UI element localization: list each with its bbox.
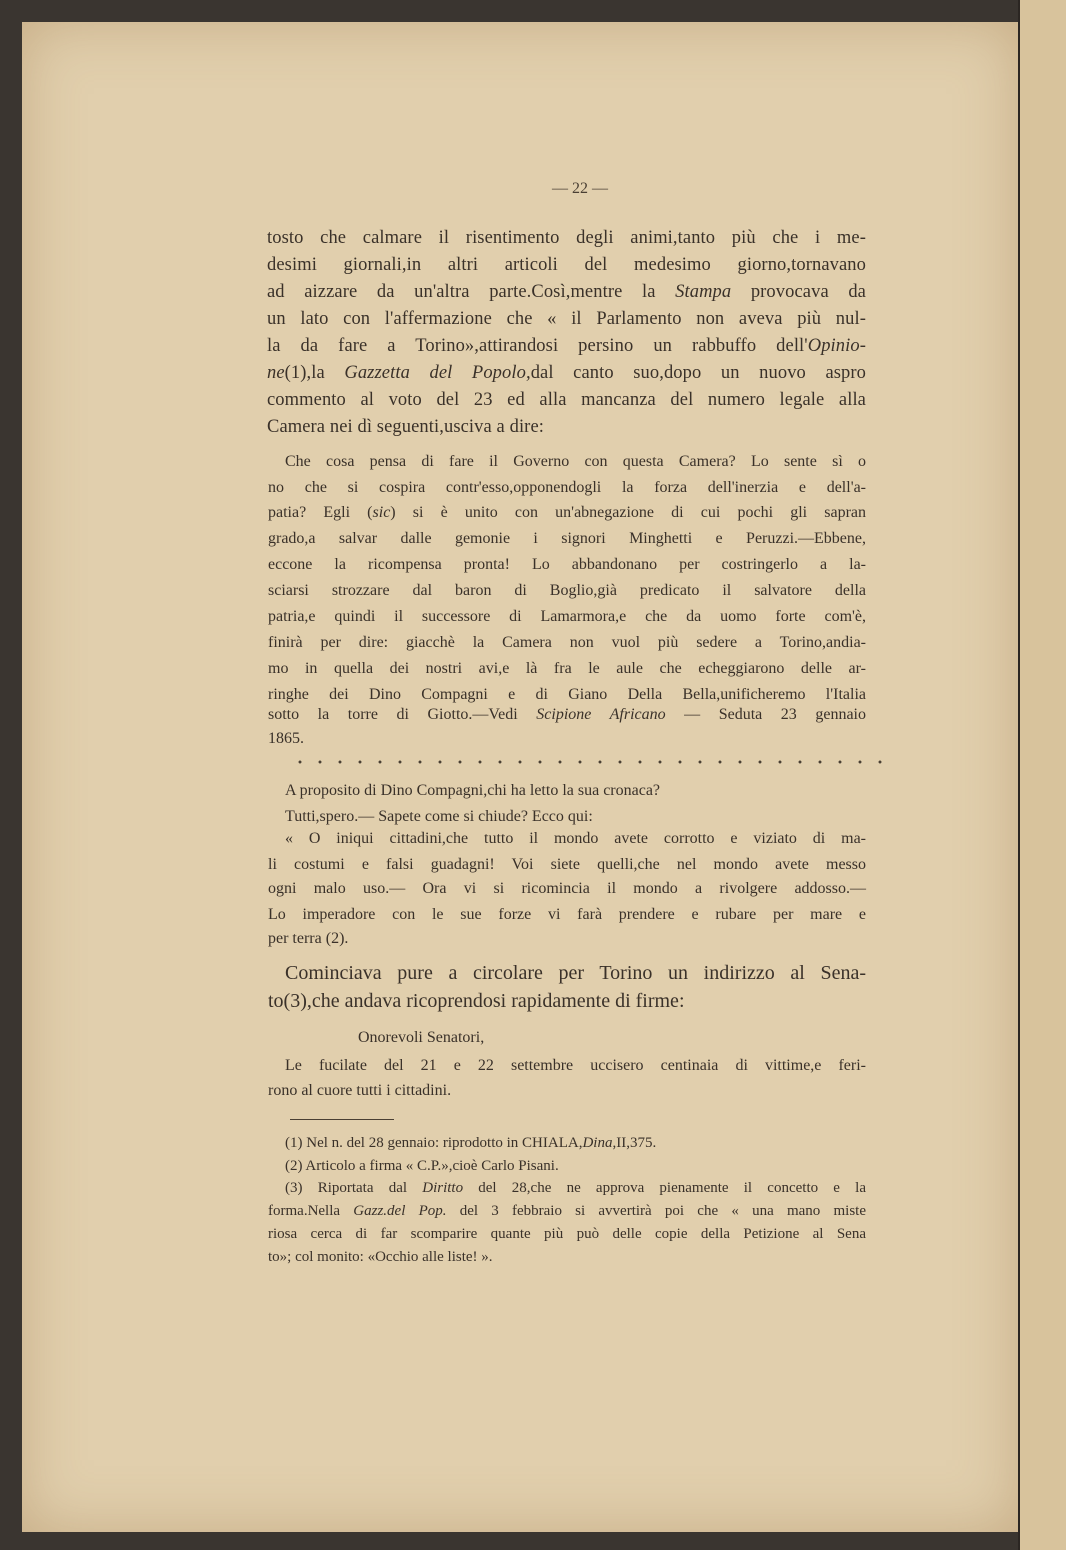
text-segment: li costumi e falsi guadagni! Voi siete quelli,che nel mondo avete messo [268,856,866,873]
text-segment: A proposito di Dino Compagni,chi ha letto la sua cronaca? [285,782,661,799]
adjacent-page-edge [1018,0,1066,1550]
quote-line [268,504,866,522]
footnote-line [285,1135,785,1152]
text-segment: ) si è unito con un'abnegazione di cui pochi gli sapran [390,504,867,521]
text-segment: Lo imperadore con le sue forze vi farà prendere e rubare per mare e [268,906,866,923]
text-segment: « O iniqui cittadini,che tutto il mondo avete corrotto e viziato di ma- [285,830,866,847]
text-segment: ringhe dei Dino Compagni e di Giano Della Bella,unificheremo l'Italia [268,686,866,703]
text-segment: forma.Nella [268,1203,354,1219]
quote-line [285,830,866,848]
text-segment: per terra (2). [268,930,349,947]
footnote-line [268,1226,866,1243]
text-segment: finirà per dire: giacchè la Camera non vuol più sedere a Torino,andia- [268,634,866,651]
quote-line [268,1082,866,1100]
text-segment: tosto che calmare il risentimento degli animi,tanto più che i me- [267,228,866,248]
main-paragraph-line [267,255,866,276]
main-paragraph-line [267,336,866,357]
text-segment: 1865. [268,730,304,747]
text-segment: sotto la torre di Giotto.—Vedi [268,706,537,723]
quote-line [268,906,866,924]
quote-line [358,1029,758,1047]
quote-line [268,856,866,874]
text-segment: un lato con l'affermazione che « il Parlamento non aveva più nul- [267,309,866,329]
text-segment: ad aizzare da un'altra parte.Così,mentre la [267,282,676,302]
text-segment: patia? Egli ( [268,504,373,521]
main-paragraph-line [267,417,866,438]
text-segment: rono al cuore tutti i cittadini. [268,1082,452,1099]
quote-line [268,686,866,704]
text-segment: Camera nei dì seguenti,usciva a dire: [267,417,544,437]
text-segment: del 28,che ne approva pienamente il concetto e la [463,1180,866,1196]
text-segment: riosa cerca di far scomparire quante più può delle copie della Petizione al Sena [268,1226,866,1242]
italic-text: sic [372,504,391,521]
text-segment: desimi giornali,in altri articoli del medesimo giorno,tornavano [267,255,866,275]
body-line [285,962,866,985]
main-paragraph-line [267,390,866,411]
text-segment: grado,a salvar dalle gemonie i signori Minghetti e Peruzzi.—Ebbene, [268,530,866,547]
text-segment: Onorevoli Senatori, [358,1029,485,1046]
quote-line [285,808,866,826]
text-segment: provocava da [731,282,866,302]
ellipsis-divider [290,760,890,764]
quote-line [268,479,866,497]
body-line [268,990,866,1013]
quote-line [268,556,866,574]
text-segment: (2) Articolo a firma « C.P.»,cioè Carlo Pisani. [285,1158,559,1174]
text-segment: Che cosa pensa di fare il Governo con questa Camera? Lo sente sì o [285,453,866,470]
italic-text: Opinio- [807,336,866,356]
footnote-line [285,1158,785,1175]
text-segment: Tutti,spero.— Sapete come si chiude? Ecco qui: [285,808,593,825]
quote-line [285,453,866,471]
text-segment: no che si cospira contr'esso,opponendogli la forza dell'inerzia e dell'a- [268,479,866,496]
text-segment: sciarsi strozzare dal baron di Boglio,già predicato il salvatore della [268,582,866,599]
text-segment: — Seduta 23 gennaio [665,706,866,723]
italic-text: Dina [582,1135,613,1151]
italic-text: Gazzetta del Popolo, [344,363,531,383]
footnote-line [268,1249,866,1266]
main-paragraph-line [267,309,866,330]
text-segment: patria,e quindi il successore di Lamarmora,e che da uomo forte com'è, [268,608,866,625]
text-segment: eccone la ricompensa pronta! Lo abbandonano per costringerlo a la- [268,556,866,573]
quote-line [268,582,866,600]
main-paragraph-line [267,363,866,384]
text-segment: to»; col monito: «Occhio alle liste! ». [268,1249,493,1265]
text-segment: dal canto suo,dopo un nuovo aspro [530,363,867,383]
footnote-line [285,1180,866,1197]
book-page [22,22,1018,1532]
italic-text: Diritto [422,1180,464,1196]
text-segment: del 3 febbraio si avvertirà poi che « una mano miste [446,1203,866,1219]
italic-text: Scipione Africano [536,706,666,723]
page-number: — 22 — [552,180,608,197]
footnote-rule [290,1119,394,1120]
quote-line [268,634,866,652]
quote-line [268,706,866,724]
text-segment: (3) Riportata dal [285,1180,423,1196]
text-segment: (1),la [284,363,345,383]
italic-text: Gazz.del Pop. [353,1203,447,1219]
text-segment: ogni malo uso.— Ora vi si ricomincia il mondo a rivolgere addosso.— [268,880,866,897]
quote-line [285,782,866,800]
text-segment: (1) Nel n. del 28 gennaio: riprodotto in CHIALA, [285,1135,583,1151]
italic-text: ne [267,363,285,383]
quote-line [268,930,866,948]
text-segment: la da fare a Torino»,attirandosi persino un rabbuffo dell' [267,336,808,356]
quote-line [268,530,866,548]
quote-line [268,660,866,678]
quote-line [268,730,866,748]
quote-line [285,1057,866,1075]
main-paragraph-line [267,282,866,303]
text-segment: commento al voto del 23 ed alla mancanza del numero legale alla [267,390,866,410]
main-paragraph-line [267,228,866,249]
text-segment: Cominciava pure a circolare per Torino un indirizzo al Sena- [285,962,866,984]
quote-line [268,880,866,898]
text-segment: mo in quella dei nostri avi,e là fra le aule che echeggiarono delle ar- [268,660,866,677]
italic-text: Stampa [675,282,732,302]
footnote-line [268,1203,866,1220]
text-segment: Le fucilate del 21 e 22 settembre uccisero centinaia di vittime,e feri- [285,1057,866,1074]
text-segment: ,II,375. [612,1135,657,1151]
text-segment: to(3),che andava ricoprendosi rapidamente di firme: [268,990,685,1012]
quote-line [268,608,866,626]
